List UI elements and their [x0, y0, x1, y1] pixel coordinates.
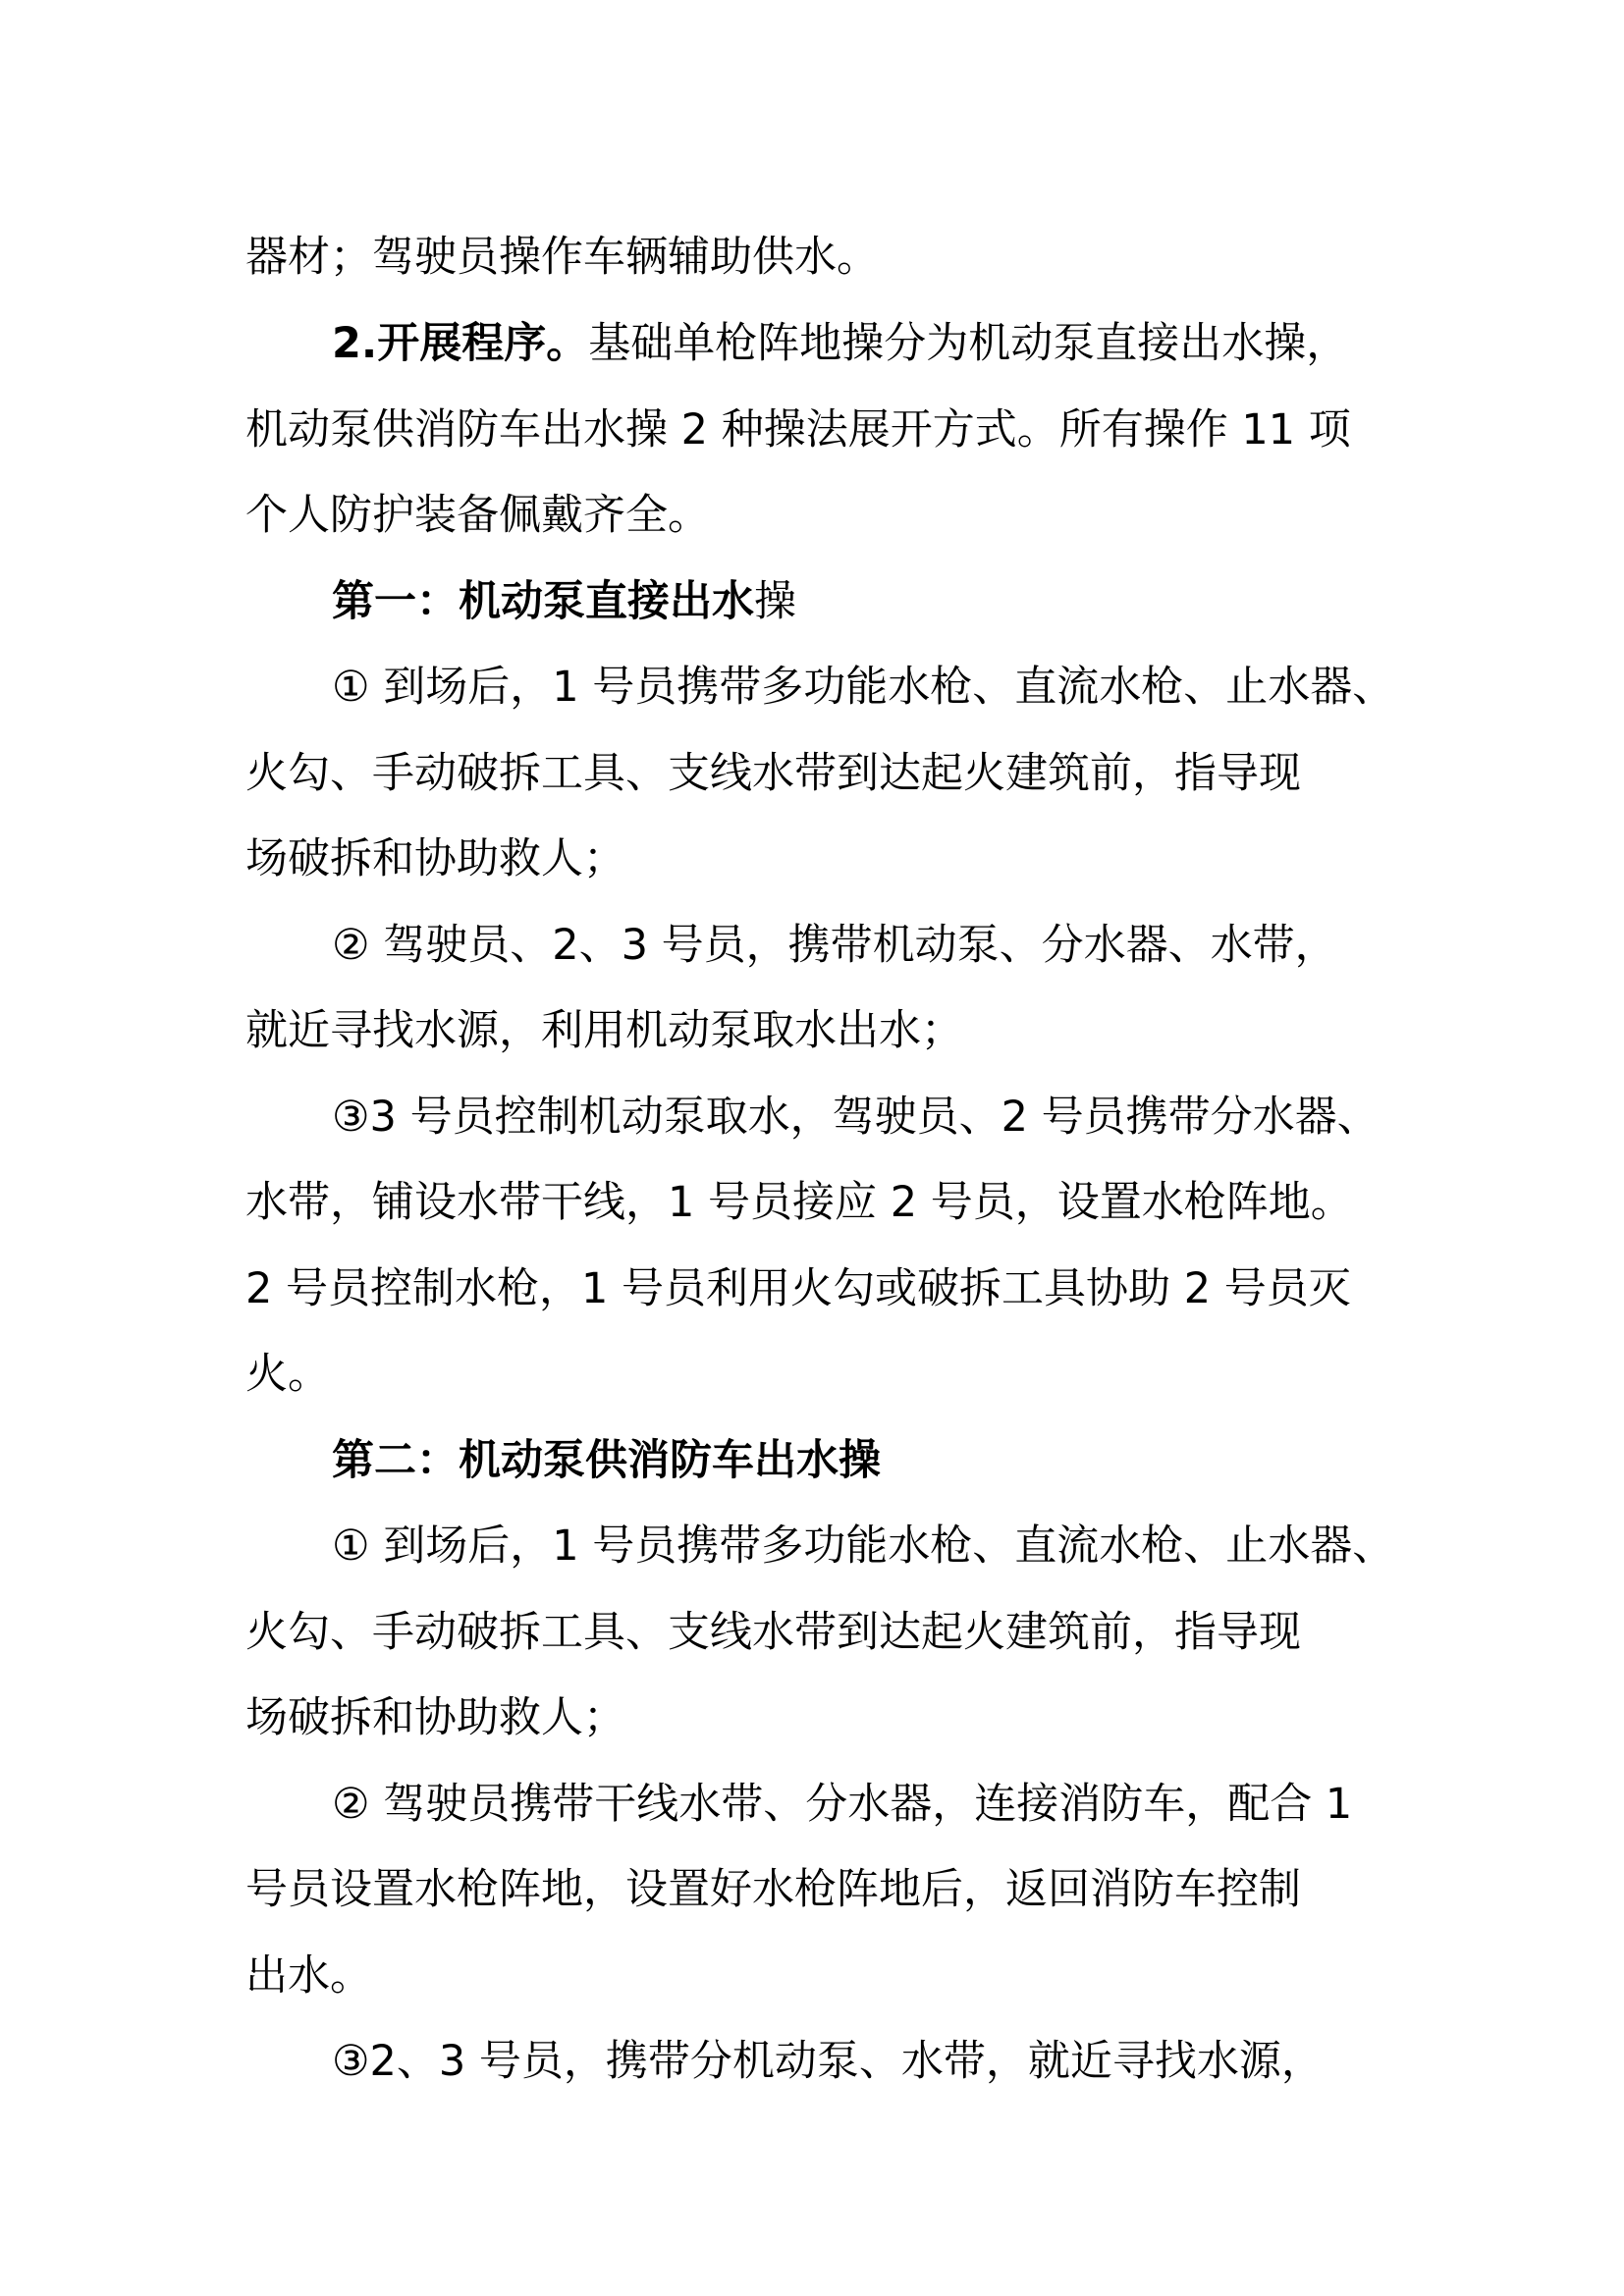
line-text: 机动泵供消防车出水操 2 种操法展开方式。所有操作 11 项 — [245, 405, 1351, 454]
heading-text: 第一：机动泵直接出水 — [332, 577, 754, 626]
text-line-4 — [245, 486, 710, 545]
line-text: 出水。 — [245, 1951, 372, 2001]
text-line-17 — [245, 1603, 1301, 1662]
text-line-22 — [332, 2032, 1324, 2091]
heading-text: 第二：机动泵供消防车出水操 — [332, 1436, 881, 1485]
text-line-21 — [245, 1947, 372, 2005]
line-text: ② 驾驶员、2、3 号员，携带机动泵、分水器、水带， — [332, 921, 1337, 970]
subheading-second — [332, 1431, 881, 1490]
line-text: 火。 — [245, 1350, 330, 1399]
line-text: 操 — [754, 577, 796, 626]
text-line-6 — [332, 658, 1394, 717]
line-text: ② 驾驶员携带干线水带、分水器，连接消防车，配合 1 — [332, 1780, 1353, 1829]
text-line-19 — [332, 1775, 1352, 1834]
section-heading-procedure — [332, 314, 1348, 373]
text-line-9 — [332, 916, 1337, 975]
line-text: ① 到场后，1 号员携带多功能水枪、直流水枪、止水器、 — [332, 663, 1395, 712]
line-text: 就近寻找水源，利用机动泵取水出水； — [245, 1006, 963, 1055]
text-line-12 — [245, 1173, 1353, 1232]
text-line-8 — [245, 829, 625, 888]
line-text: 个人防护装备佩戴齐全。 — [245, 491, 710, 540]
line-text: 火勾、手动破拆工具、支线水带到达起火建筑前，指导现 — [245, 1608, 1301, 1657]
line-text: 火勾、手动破拆工具、支线水带到达起火建筑前，指导现 — [245, 749, 1301, 798]
subheading-first — [332, 572, 796, 631]
line-text: ③2、3 号员，携带分机动泵、水带，就近寻找水源， — [332, 2037, 1324, 2086]
text-line-14 — [245, 1345, 330, 1404]
line-text: 器材；驾驶员操作车辆辅助供水。 — [245, 233, 879, 282]
text-line-3 — [245, 400, 1351, 459]
line-text: 场破拆和协助救人； — [245, 1693, 625, 1742]
text-line-11 — [332, 1088, 1380, 1147]
text-line-1 — [245, 228, 879, 287]
text-line-7 — [245, 744, 1301, 803]
text-line-18 — [245, 1688, 625, 1747]
line-text: 水带，铺设水带干线，1 号员接应 2 号员，设置水枪阵地。 — [245, 1178, 1353, 1227]
line-text: ① 到场后，1 号员携带多功能水枪、直流水枪、止水器、 — [332, 1522, 1395, 1571]
line-text: 基础单枪阵地操分为机动泵直接出水操， — [588, 319, 1349, 368]
line-text: 场破拆和协助救人； — [245, 834, 625, 883]
text-line-20 — [245, 1860, 1301, 1919]
heading-text: 2.开展程序。 — [332, 319, 589, 368]
text-line-10 — [245, 1001, 963, 1060]
text-line-13 — [245, 1259, 1351, 1318]
line-text: 号员设置水枪阵地，设置好水枪阵地后，返回消防车控制 — [245, 1865, 1301, 1914]
line-text: ③3 号员控制机动泵取水，驾驶员、2 号员携带分水器、 — [332, 1093, 1380, 1142]
line-text: 2 号员控制水枪，1 号员利用火勾或破拆工具协助 2 号员灭 — [245, 1264, 1351, 1313]
text-line-16 — [332, 1517, 1394, 1575]
